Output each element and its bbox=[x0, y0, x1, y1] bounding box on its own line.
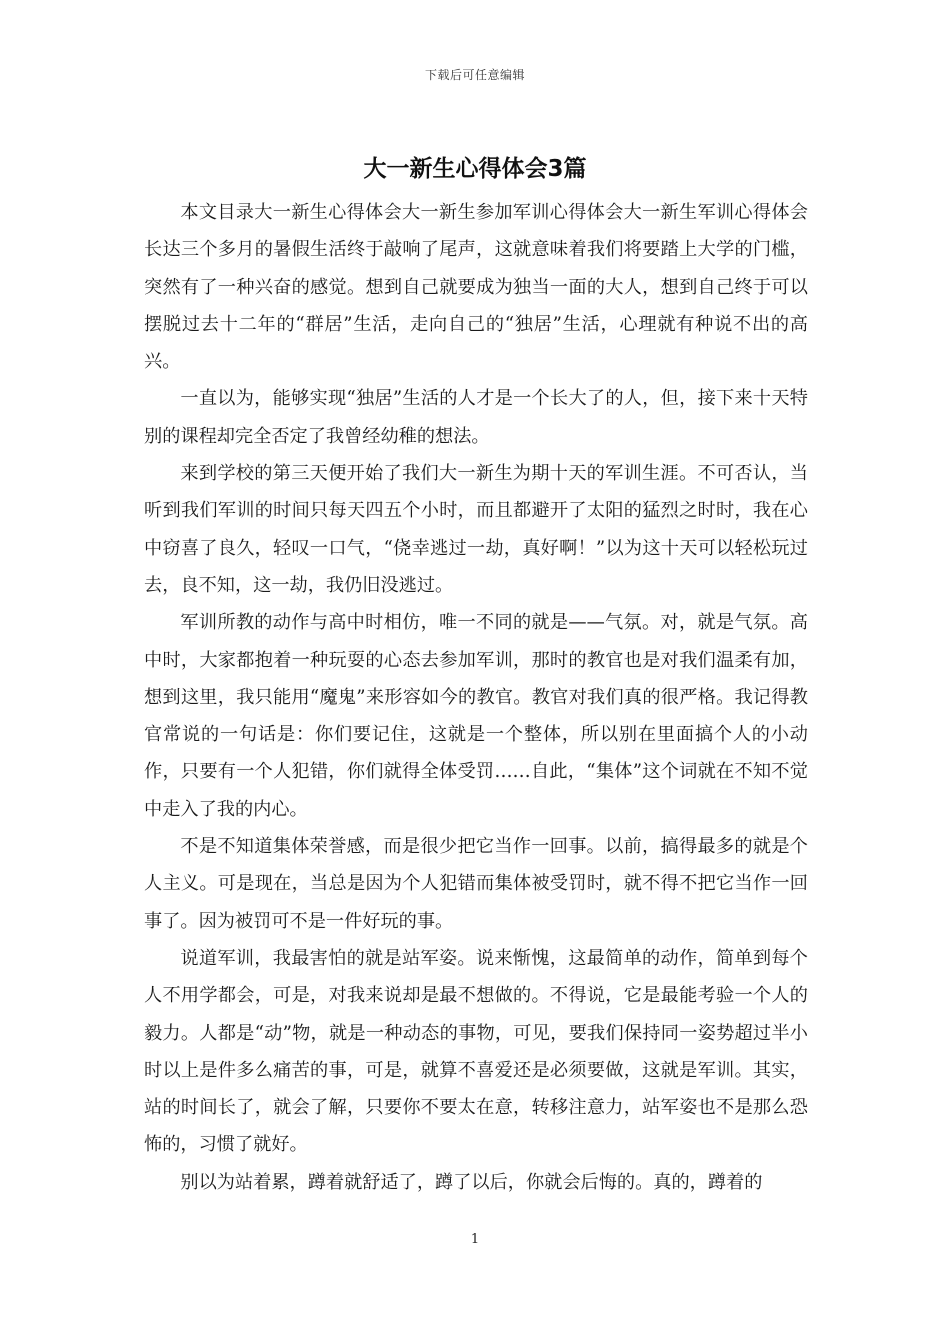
paragraph-1: 本文目录大一新生心得体会大一新生参加军训心得体会大一新生军训心得体会长达三个多月的暑假生活终于敲响了尾声，这就意味着我们将要踏上大学的门槛，突然有了一种兴奋的感觉。想到自己就要成为独当一面的大人，想到自己终于可以摆脱过去十二年的“群居”生活，走向自己的“独居”生活，心理就有种说不出的高兴。 bbox=[144, 202, 808, 373]
paragraph-4: 军训所教的动作与高中时相仿，唯一不同的就是——气氛。对，就是气氛。高中时，大家都抱着一种玩耍的心态去参加军训，那时的教官也是对我们温柔有加，想到这里，我只能用“魔鬼”来形容如今的教官。教官对我们真的很严格。我记得教官常说的一句话是：你们要记住，这就是一个整体，所以别在里面搞个人的小动作，只要有一个人犯错，你们就得全体受罚……自此，“集体”这个词就在不知不觉中走入了我的内心。 bbox=[144, 612, 808, 820]
paragraph-6: 说道军训，我最害怕的就是站军姿。说来惭愧，这最简单的动作，简单到每个人不用学都会，可是，对我来说却是最不想做的。不得说，它是最能考验一个人的毅力。人都是“动”物，就是一种动态的事物，可见，要我们保持同一姿势超过半小时以上是件多么痛苦的事，可是，就算不喜爱还是必须要做，这就是军训。其实，站的时间长了，就会了解，只要你不要太在意，转移注意力，站军姿也不是那么恐怖的，习惯了就好。 bbox=[144, 947, 808, 1156]
paragraph-7: 别以为站着累，蹲着就舒适了，蹲了以后，你就会后悔的。真的，蹲着的 bbox=[180, 1171, 763, 1193]
document-body bbox=[144, 194, 808, 1201]
paragraph-5: 不是不知道集体荣誉感，而是很少把它当作一回事。以前，搞得最多的就是个人主义。可是现在，当总是因为个人犯错而集体被受罚时，就不得不把它当作一回事了。因为被罚可不是一件好玩的事。 bbox=[144, 836, 808, 932]
page-header-note: 下载后可任意编辑 bbox=[424, 68, 525, 82]
page-number: 1 bbox=[470, 1232, 480, 1247]
document-title: 大一新生心得体会3篇 bbox=[363, 156, 587, 182]
paragraph-2: 一直以为，能够实现“独居”生活的人才是一个长大了的人，但，接下来十天特别的课程却完全否定了我曾经幼稚的想法。 bbox=[144, 388, 808, 447]
paragraph-3: 来到学校的第三天便开始了我们大一新生为期十天的军训生涯。不可否认，当听到我们军训的时间只每天四五个小时，而且都避开了太阳的猛烈之时时，我在心中窃喜了良久，轻叹一口气，“侥幸逃过一劫，真好啊！”以为这十天可以轻松玩过去，良不知，这一劫，我仍旧没逃过。 bbox=[144, 463, 808, 596]
